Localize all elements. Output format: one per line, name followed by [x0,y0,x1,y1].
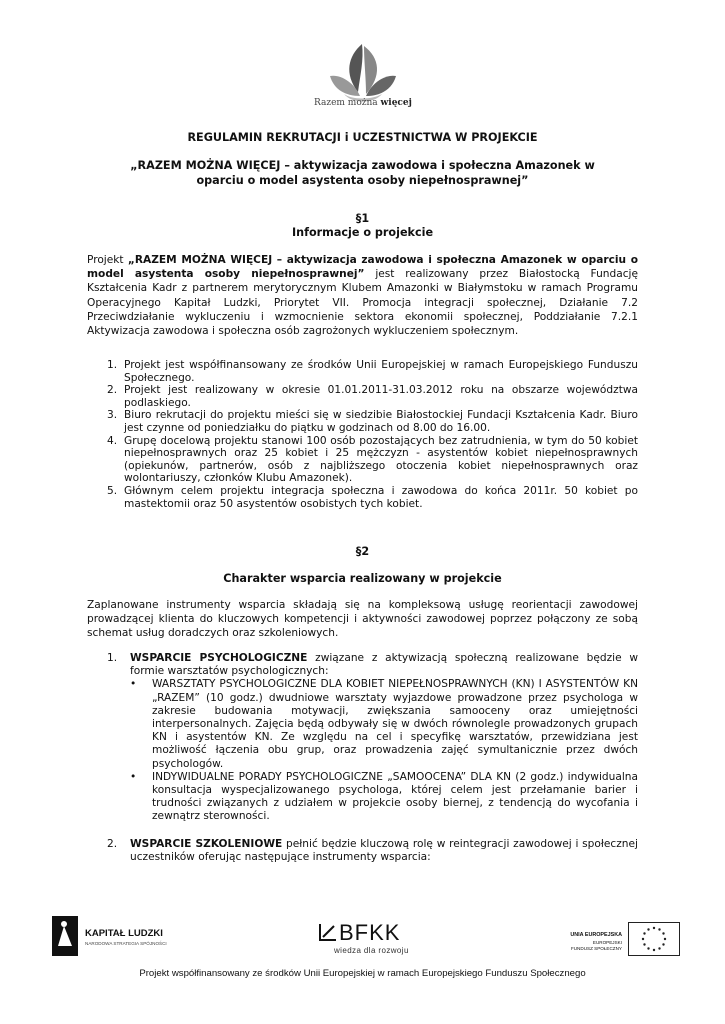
footer-note: Projekt współfinansowany ze środków Unii Europejskiej w ramach Europejskiego Funduszu Społecznego [139,968,586,979]
eu-subtitle-1: EUROPEJSKI [592,940,622,945]
section2-number: §2 [355,545,370,558]
document-subtitle: „RAZEM MOŻNA WIĘCEJ – aktywizacja zawodowa i społeczna Amazonek w oparciu o model asystenta osoby niepełnosprawnej” [130,159,595,187]
list-item: 4. Grupę docelową projektu stanowi 100 osób pozostających bez zatrudnienia, w tym do 50 kobiet niepełnosprawnych oraz 25 kobiet i 25 mężczyzn - asystentów kobiet niepełnosprawnych (opiekunów, partnerów, osób z najbliższego otoczenia kobiet niepełnosprawnych oraz wolontariuszy, członków Klubu Amazonek). [107,434,638,485]
section1-heading: Informacje o projekcie [291,226,434,239]
kapital-ludzki-title: KAPITAŁ LUDZKI [85,928,163,939]
logo-text: Razem można więcej [314,98,412,108]
bullet-item: • WARSZTATY PSYCHOLOGICZNE DLA KOBIET NIEPEŁNOSPRAWNYCH (KN) I ASYSTENTÓW KN „RAZEM” (10 godz.) dwudniowe warsztaty wyjazdowe prowadzone przez psychologa w zakresie budowania motywacji, zwiększania samooceny oraz umiejętności interpersonalnych. Zajęcia będą odbywały się w dwóch równolegle prowadzonych grupach KN i asystentów KN. Ze względu na cel i specyfikę warsztatów, przewidziana jest możliwość łączenia obu grup, oraz prowadzenia zajęć symultanicznie przez dwóch psychologów. [130,678,638,770]
section2-list-continued [87,838,638,864]
bfkk-icon [318,922,338,942]
kapital-ludzki-logo [52,916,192,956]
kapital-ludzki-subtitle: NARODOWA STRATEGIA SPÓJNOŚCI [85,941,167,946]
list-item: 2. WSPARCIE SZKOLENIOWE pełnić będzie kluczową rolę w reintegracji zawodowej i społecznej uczestników oferując następujące instrumenty wsparcia: [107,838,638,864]
list-item: 2. Projekt jest realizowany w okresie 01.01.2011-31.03.2012 roku na obszarze województwa podlaskiego. [107,384,638,409]
list-item: 5. Głównym celem projektu integracja społeczna i zawodowa do końca 2011r. 50 kobiet po mastektomii oraz 50 asystentów osobistych tych kobiet. [107,484,638,510]
section1-number: §1 [355,212,370,225]
bfkk-tagline: wiedza dla rozwoju [334,946,409,955]
section1-list [87,359,638,510]
eu-title: UNIA EUROPEJSKA [570,932,622,938]
list-item: 1. Projekt jest współfinansowany ze środków Unii Europejskiej w ramach Europejskiego Funduszu Społecznego. [107,359,638,384]
eu-flag-icon [628,922,680,956]
section2-intro: Zaplanowane instrumenty wsparcia składają się na kompleksową usługę reorientacji zawodowej prowadzącej klienta do kluczowych kompetencji i aktywności zawodowej poprzez połączony ze sobą schemat usług doradczych oraz szkoleniowych. [87,599,638,640]
section2-heading: Charakter wsparcia realizowany w projekcie [223,572,502,585]
eu-subtitle-2: FUNDUSZ SPOŁECZNY [570,946,622,951]
bfkk-logo [318,920,408,960]
list-item: 3. Biuro rekrutacji do projektu mieści się w siedzibie Białostockiej Fundacji Kształcenia Kadr. Biuro jest czynne od poniedziałku do piątku w godzinach od 8.00 do 16.00. [107,409,638,434]
bfkk-name: BFKK [339,920,401,945]
list-item: 1. WSPARCIE PSYCHOLOGICZNE związane z aktywizacją społeczną realizowane będzie w formie warsztatów psychologicznych: • WARSZTATY PSYCHOLOGICZNE DLA KOBIET NIEPEŁNOSPRAWNYCH (KN) I ASYSTENTÓW KN „RAZEM” (10 godz.) dwudniowe warsztaty wyjazdowe prowadzone przez psychologa w zakresie budowania motywacji, zwiększania samooceny oraz umiejętności interpersonalnych. Zajęcia będą odbywały się w dwóch równolegle prowadzonych grupach KN i asystentów KN. Ze względu na cel i specyfikę warsztatów, przewidziana jest możliwość łączenia obu grup, oraz prowadzenia zajęć symultanicznie przez dwóch psychologów. • INDYWIDUALNE PORADY PSYCHOLOGICZNE „SAMOOCENA” DLA KN (2 godz.) indywidualna konsultacja wyspecjalizowanego psychologa, której celem jest przełamanie barier i trudności związanych z udziałem w projekcie osoby biernej, z tendencją do wycofania i zewnątrz sterowności. [87,652,638,824]
kapital-ludzki-icon [52,916,78,956]
eu-logo [560,918,680,958]
bullet-item: • INDYWIDUALNE PORADY PSYCHOLOGICZNE „SAMOOCENA” DLA KN (2 godz.) indywidualna konsultacja wyspecjalizowanego psychologa, której celem jest przełamanie barier i trudności związanych z udziałem w projekcie osoby biernej, z tendencją do wycofania i zewnątrz sterowności. [130,770,638,823]
section2-list [87,652,638,824]
section1-intro: Projekt „RAZEM MOŻNA WIĘCEJ – aktywizacja zawodowa i społeczna Amazonek w oparciu o model asystenta osoby niepełnosprawnej” jest realizowany przez Białostocką Fundację Kształcenia Kadr z partnerem merytorycznym Klubem Amazonki w Białymstoku w ramach Programu Operacyjnego Kapitał Ludzki, Priorytet VII. Promocja integracji społecznej, Działanie 7.2 Przeciwdziałanie wykluczeniu i wzmocnienie sektora ekonomii społecznej, Poddziałanie 7.2.1 Aktywizacja zawodowa i społeczna osób zagrożonych wykluczeniem społecznym. [87,254,639,338]
document-title: REGULAMIN REKRUTACJI i UCZESTNICTWA W PROJEKCIE [187,131,538,144]
footer-logos [0,912,725,962]
